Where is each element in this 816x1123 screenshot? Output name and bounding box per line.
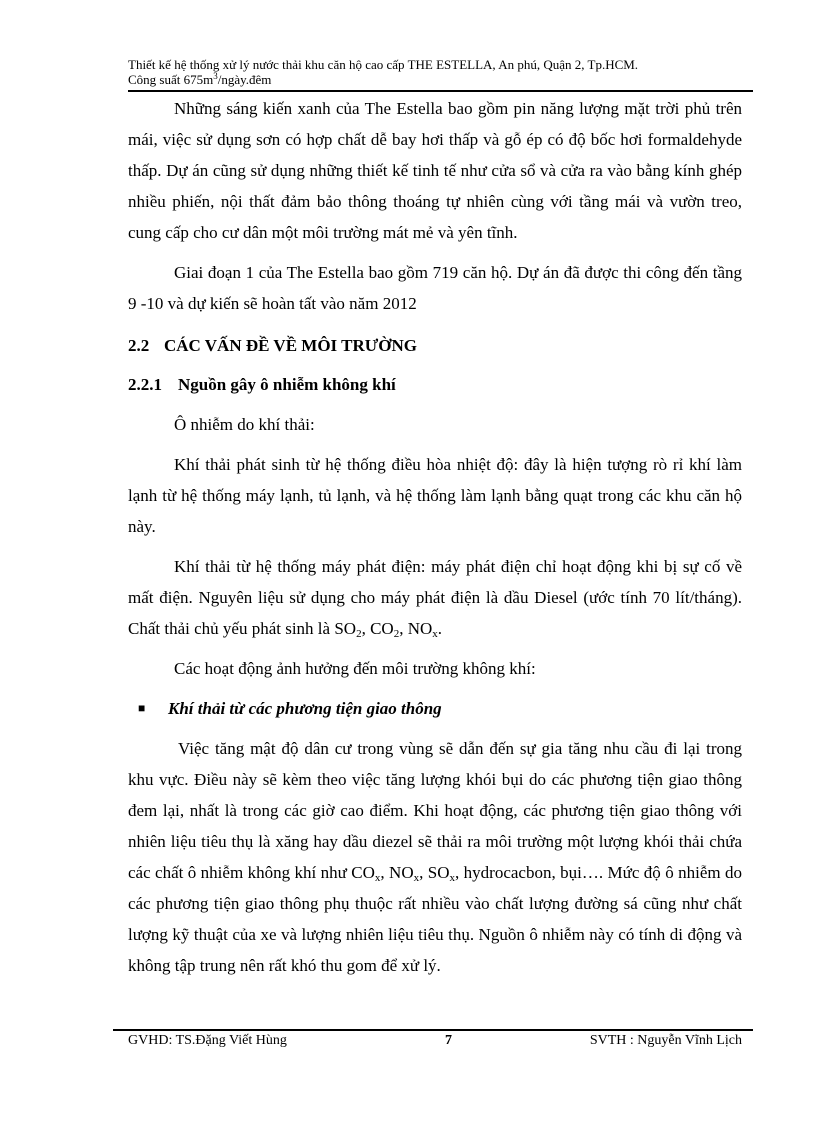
page-header [128,57,752,87]
paragraph-air-conditioning: Khí thải phát sinh từ hệ thống điều hòa nhiệt độ: đây là hiện tượng rò rỉ khí làm lạnh từ hệ thống máy lạnh, tủ lạnh, và hệ thống làm lạnh bằng quạt trong các khu căn hộ này. [128,455,742,536]
paragraph-phase-1: Giai đoạn 1 của The Estella bao gồm 719 căn hộ. Dự án đã được thi công đến tầng 9 -10 và dự kiến sẽ hoàn tất vào năm 2012 [128,263,742,313]
page-number: 7 [445,1033,452,1048]
chem-sox: SO [427,863,450,882]
footer-advisor: GVHD: TS.Đặng Viết Hùng [128,1033,287,1048]
chem-nox: NO [407,619,433,638]
chem-nox-sub: x [432,628,438,640]
chem-end: . [437,619,442,638]
paragraph-activities: Các hoạt động ảnh hưởng đến môi trường không khí: [174,659,536,678]
header-capacity-unit: /ngày.đêm [217,72,272,87]
square-bullet-icon: ■ [138,701,146,715]
header-title: Thiết kế hệ thống xử lý nước thải khu căn hộ cao cấp THE ESTELLA, An phú, Quận 2, Tp.HCM. [128,57,639,72]
traffic-text-2: , hydrocacbon, bụi…. Mức độ ô nhiễm do các phương tiện giao thông phụ thuộc rất nhiều vào chất lượng đường sá cũng như chất lượng kỹ thuật của xe và lượng nhiên liệu tiêu thụ. Nguồn ô nhiễm này có tính di động và không tập trung nên rất khó thu gom để xử lý. [128,863,743,975]
section-title: CÁC VẤN ĐỀ VỀ MÔI TRƯỜNG [164,336,417,355]
chem-cox-sub: x [374,872,381,884]
chem-sep: , [361,619,371,638]
header-capacity-sup: 3 [213,71,218,81]
page-body [128,93,742,981]
chem-so2: SO [334,619,357,638]
header-capacity [128,72,752,87]
header-divider [128,90,753,92]
chem-so2-sub: 2 [356,628,362,640]
header-capacity-text: Công suất 675m [128,72,214,87]
chem-nox-sub: x [413,872,420,884]
generator-text: Khí thải từ hệ thống máy phát điện: máy phát điện chỉ hoạt động khi bị sự cố về mất điện. Nguyên liệu sử dụng cho máy phát điện là dầu Diesel (ước tính 70 lít/tháng). Chất thải chủ yếu phát sinh là [128,557,742,638]
chem-sep: , [399,619,408,638]
chem-cox: CO [351,863,375,882]
chem-sep: , [380,863,390,882]
paragraph-traffic [128,733,742,981]
subsection-title: Nguồn gây ô nhiễm không khí [178,375,396,394]
section-number: 2.2 [128,336,150,355]
bullet-traffic-label: Khí thải từ các phương tiện giao thông [168,699,442,718]
subsection-number: 2.2.1 [128,375,162,394]
footer-student: SVTH : Nguyễn Vĩnh Lịch [589,1033,742,1048]
paragraph-exhaust-pollution: Ô nhiễm do khí thải: [174,415,315,434]
footer-divider [113,1029,753,1031]
page-footer [128,1032,742,1050]
chem-co2-sub: 2 [393,628,400,640]
subsection-heading [128,369,742,400]
chem-sep: , [419,863,428,882]
chem-co2: CO [370,619,394,638]
traffic-text-1: Việc tăng mật độ dân cư trong vùng sẽ dẫn đến sự gia tăng nhu cầu đi lại trong khu vực. Điều này sẽ kèm theo việc tăng lượng khói bụi do các phương tiện giao thông đem lại, nhất là trong các giờ cao điểm. Khi hoạt động, các phương tiện giao thông với nhiên liệu tiêu thụ là xăng hay dầu diezel sẽ thải ra môi trường một lượng khói thải chứa các chất ô nhiễm không khí như [128,739,742,882]
chem-nox: NO [389,863,414,882]
chem-sox-sub: x [449,872,456,884]
section-heading [128,330,742,361]
paragraph-generator [128,551,742,644]
bullet-traffic [128,693,742,724]
paragraph-green-initiatives: Những sáng kiến xanh của The Estella bao gồm pin năng lượng mặt trời phủ trên mái, việc sử dụng sơn có hợp chất dễ bay hơi thấp và gỗ ép có độ bốc hơi formaldehyde thấp. Dự án cũng sử dụng những thiết kế tinh tế như cửa sổ và cửa ra vào bằng kính ghép nhiều phiến, nội thất đảm bảo thông thoáng tự nhiên cùng với tầng mái và vườn treo, cung cấp cho cư dân một môi trường mát mẻ và yên tĩnh. [128,99,742,242]
